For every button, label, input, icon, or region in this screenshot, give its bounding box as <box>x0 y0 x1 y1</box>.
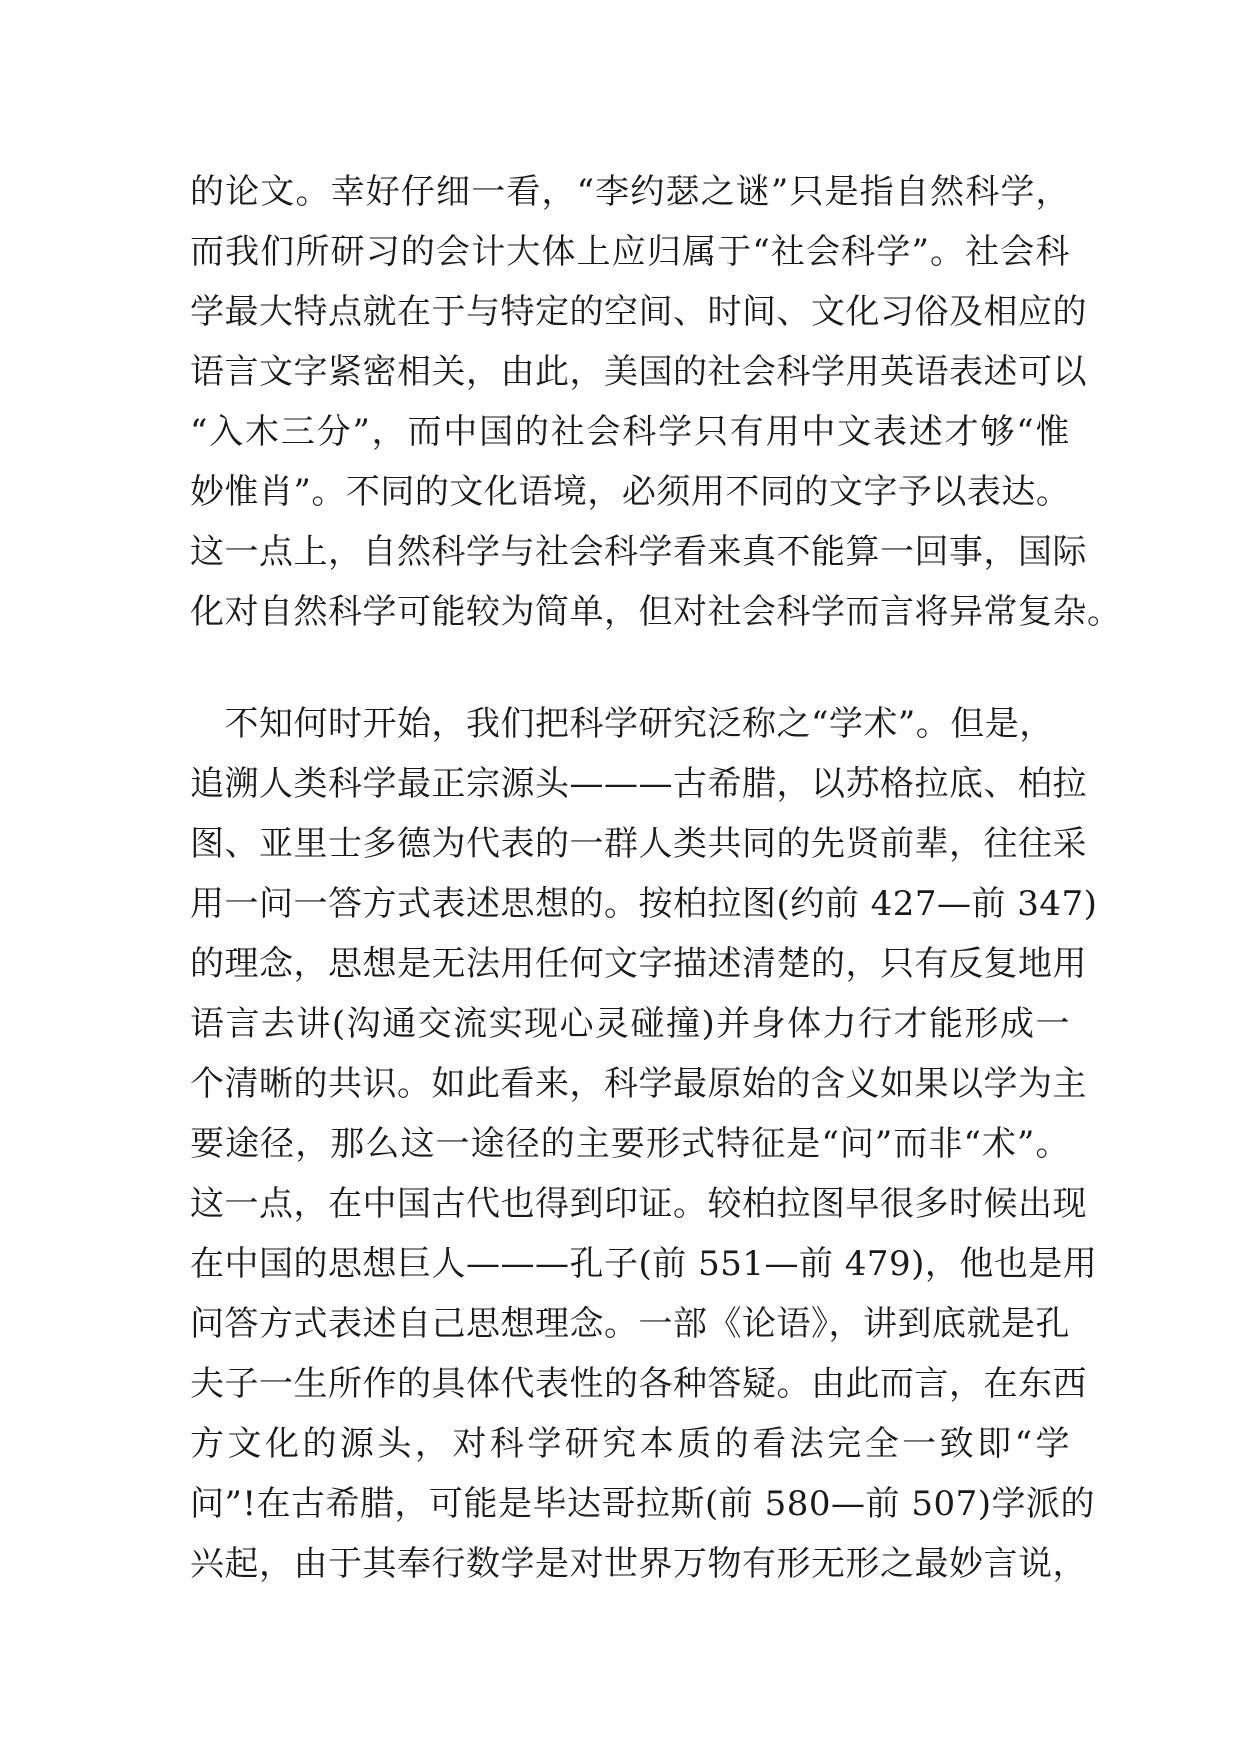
text-line: 这一点上，自然科学与社会科学看来真不能算一回事，国际 <box>190 532 1087 572</box>
text-line: “入木三分”，而中国的社会科学只有用中文表述才够“惟 <box>190 412 1070 452</box>
text-line: 兴起，由于其奉行数学是对世界万物有形无形之最妙言说， <box>190 1544 1087 1584</box>
text-line: 追溯人类科学最正宗源头———古希腊，以苏格拉底、柏拉 <box>190 764 1087 804</box>
text-line: 问答方式表述自己思想理念。一部《论语》，讲到底就是孔 <box>190 1304 1070 1344</box>
text-line: 化对自然科学可能较为简单，但对社会科学而言将异常复杂。 <box>190 592 1122 632</box>
text-line: 语言文字紧密相关，由此，美国的社会科学用英语表述可以 <box>190 352 1087 392</box>
text-line: 夫子一生所作的具体代表性的各种答疑。由此而言，在东西 <box>190 1364 1087 1404</box>
text-line: 妙惟肖”。不同的文化语境，必须用不同的文字予以表达。 <box>190 472 1071 512</box>
text-line: 学最大特点就在于与特定的空间、时间、文化习俗及相应的 <box>190 292 1087 332</box>
text-line: 而我们所研习的会计大体上应归属于“社会科学”。社会科 <box>190 232 1070 272</box>
text-line: 图、亚里士多德为代表的一群人类共同的先贤前辈，往往采 <box>190 824 1087 864</box>
text-line: 要途径，那么这一途径的主要形式特征是“问”而非“术”。 <box>190 1124 1070 1164</box>
text-line: 方文化的源头，对科学研究本质的看法完全一致即“学 <box>190 1424 1070 1464</box>
paragraph-1 <box>190 162 1122 642</box>
text-line: 个清晰的共识。如此看来，科学最原始的含义如果以学为主 <box>190 1064 1087 1104</box>
text-line: 用一问一答方式表述思想的。按柏拉图(约前 427—前 347) <box>190 884 1098 924</box>
text-line: 这一点，在中国古代也得到印证。较柏拉图早很多时候出现 <box>190 1184 1087 1224</box>
text-line: 在中国的思想巨人———孔子(前 551—前 479)，他也是用 <box>190 1244 1098 1284</box>
text-line: 的论文。幸好仔细一看，“李约瑟之谜”只是指自然科学， <box>190 172 1070 212</box>
text-line: 不知何时开始，我们把科学研究泛称之“学术”。但是， <box>190 704 1054 744</box>
paragraph-2 <box>190 694 1098 1594</box>
text-line: 语言去讲(沟通交流实现心灵碰撞)并身体力行才能形成一 <box>190 1004 1070 1044</box>
text-line: 问”!在古希腊，可能是毕达哥拉斯(前 580—前 507)学派的 <box>190 1484 1095 1524</box>
text-line: 的理念，思想是无法用任何文字描述清楚的，只有反复地用 <box>190 944 1087 984</box>
